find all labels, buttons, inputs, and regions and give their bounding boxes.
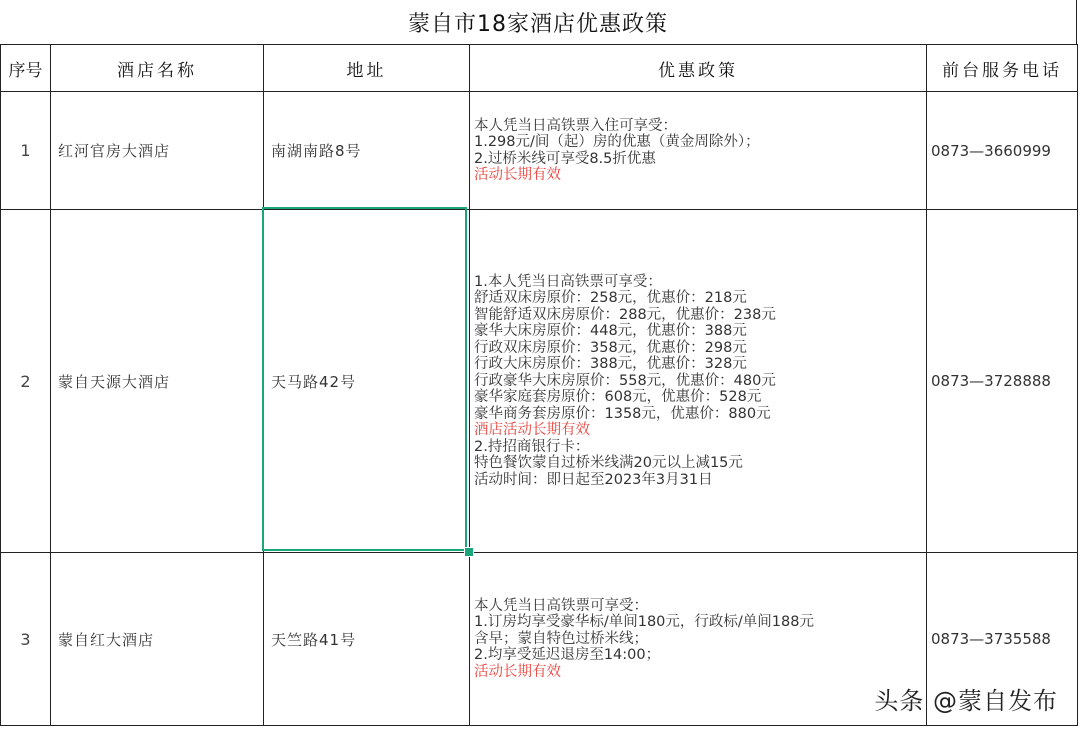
policy-line: 本人凭当日高铁票入住可享受： <box>474 117 677 134</box>
cell-address-selected[interactable]: 天马路42号 <box>264 210 470 553</box>
policy-line: 智能舒适双床房原价：288元，优惠价：238元 <box>474 306 776 323</box>
cell-hotel-name[interactable]: 红河官房大酒店 <box>51 92 264 210</box>
policy-line: 特色餐饮蒙自过桥米线满20元以上减15元 <box>474 455 743 472</box>
header-policy[interactable]: 优惠政策 <box>470 45 927 92</box>
policy-line: 2.持招商银行卡： <box>474 438 590 455</box>
sheet-title: 蒙自市18家酒店优惠政策 <box>0 0 1077 45</box>
table-row <box>1 210 1078 553</box>
cell-address[interactable]: 南湖南路8号 <box>264 92 470 210</box>
policy-line: 2.均享受延迟退房至14:00； <box>474 647 661 664</box>
cell-phone[interactable]: 0873—3728888 <box>927 210 1078 553</box>
policy-line: 活动时间：即日起至2023年3月31日 <box>474 471 713 488</box>
cell-address[interactable]: 天竺路41号 <box>264 553 470 726</box>
policy-line: 豪华商务套房原价：1358元，优惠价：880元 <box>474 405 771 422</box>
table-row <box>1 92 1078 210</box>
cell-policy[interactable] <box>470 210 927 553</box>
watermark: 头条 @蒙自发布 <box>874 687 1058 715</box>
policy-line: 豪华家庭套房原价：608元，优惠价：528元 <box>474 389 762 406</box>
cell-hotel-name[interactable]: 蒙自天源大酒店 <box>51 210 264 553</box>
policy-line: 1.298元/间（起）房的优惠（黄金周除外）； <box>474 134 760 150</box>
cell-policy[interactable] <box>470 553 927 726</box>
policy-line: 1.本人凭当日高铁票可享受： <box>474 273 662 290</box>
policy-line: 2.过桥米线可享受8.5折优惠 <box>474 150 656 167</box>
cell-index[interactable]: 2 <box>1 210 51 553</box>
policy-note-highlight: 活动长期有效 <box>474 167 561 183</box>
policy-line: 本人凭当日高铁票可享受： <box>474 597 648 614</box>
header-address[interactable]: 地址 <box>264 45 470 92</box>
header-hotel-name[interactable]: 酒店名称 <box>51 45 264 92</box>
cell-index[interactable]: 1 <box>1 92 51 210</box>
policy-line: 1.订房均享受豪华标/单间180元，行政标/单间188元 <box>474 614 814 631</box>
policy-note-highlight: 活动长期有效 <box>474 663 561 680</box>
policy-line: 含早；蒙自特色过桥米线； <box>474 630 648 647</box>
cell-policy[interactable] <box>470 92 927 210</box>
header-index[interactable]: 序号 <box>1 45 51 92</box>
policy-line: 行政大床房原价：388元，优惠价：328元 <box>474 356 747 373</box>
hotel-discount-table <box>0 44 1078 726</box>
cell-phone[interactable]: 0873—3660999 <box>927 92 1078 210</box>
policy-line: 行政双床房原价：358元，优惠价：298元 <box>474 339 747 356</box>
policy-note-highlight: 酒店活动长期有效 <box>474 422 590 439</box>
fill-handle[interactable] <box>464 547 474 557</box>
policy-line: 豪华大床房原价：448元，优惠价：388元 <box>474 323 747 340</box>
policy-line: 舒适双床房原价：258元，优惠价：218元 <box>474 290 747 307</box>
header-phone[interactable]: 前台服务电话 <box>927 45 1078 92</box>
header-row <box>1 45 1078 92</box>
cell-phone[interactable]: 0873—3735588 <box>927 553 1078 726</box>
policy-line: 行政豪华大床房原价：558元，优惠价：480元 <box>474 372 776 389</box>
cell-index[interactable]: 3 <box>1 553 51 726</box>
cell-hotel-name[interactable]: 蒙自红大酒店 <box>51 553 264 726</box>
